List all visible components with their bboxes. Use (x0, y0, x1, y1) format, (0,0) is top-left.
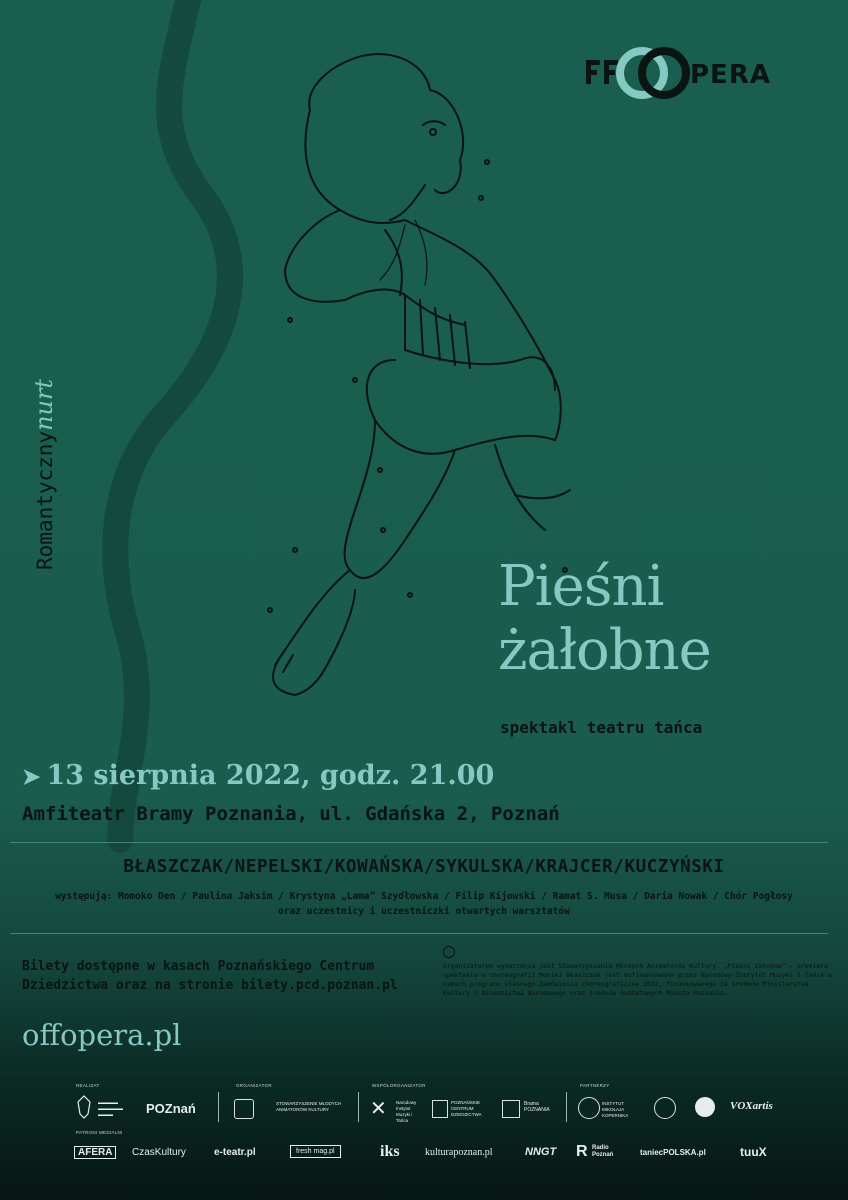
sponsor-brama: Brama POZNANIA (524, 1101, 550, 1113)
event-venue: Amfiteatr Bramy Poznania, ul. Gdańska 2, Poznań (22, 803, 560, 825)
sponsor-kulturapoznan: kulturapoznan.pl (425, 1147, 493, 1158)
sponsor-voxartis: VOXartis (730, 1100, 773, 1112)
tickets-line-1: Bilety dostępne w kasach Poznańskiego Centrum (22, 959, 375, 974)
ministry-emblem-icon (74, 1094, 94, 1120)
sponsor-divider (358, 1092, 359, 1122)
radio-logo-icon: R (576, 1143, 588, 1160)
poster-title (498, 555, 711, 683)
pcd-logo-icon (432, 1100, 448, 1118)
sponsor-ministry: ▬▬▬▬ ▬▬▬▬▬ ▬▬▬ (98, 1100, 123, 1118)
tickets-line-2: Dziedzictwa oraz na stronie bilety.pcd.poznan.pl (22, 978, 398, 993)
brama-logo-icon (502, 1100, 520, 1118)
seal-logo-icon (654, 1097, 676, 1119)
cycle-label-script: nurt (30, 378, 58, 431)
sponsor-institute: INSTYTUT MIKOŁAJA KOPERNIKA (602, 1101, 629, 1118)
institute-logo-icon (578, 1097, 600, 1119)
sponsor-nngt: NNGT (525, 1146, 557, 1158)
sponsor-afera: AFERA (74, 1146, 116, 1159)
sponsor-eteatr: e-teatr.pl (214, 1147, 256, 1158)
sponsor-category-label: PARTNERZY (580, 1083, 610, 1088)
tickets-info (22, 957, 432, 995)
sponsor-tuux: tuuX (740, 1145, 767, 1159)
cast-line-2: oraz uczestnicy i uczestniczki otwartych warsztatów (278, 906, 570, 917)
sponsor-taniec: taniecPOLSKA.pl (640, 1148, 706, 1157)
sponsor-divider (566, 1092, 567, 1122)
sponsor-smak: STOWARZYSZENIE MŁODYCH ANIMATORÓW KULTURY (276, 1101, 342, 1112)
title-line-2: żałobne (498, 618, 711, 683)
creators-list: BŁASZCZAK/NEPELSKI/KOWAŃSKA/SYKULSKA/KRAJCER/KUCZYŃSKI (123, 857, 725, 877)
cast-line-1: występują: Momoko Den / Paulina Jaksim / Krystyna „Lama” Szydłowska / Filip Kijowski / Ramat S. Musa / Daria Nowak / Chór Pogłosy (55, 891, 793, 902)
title-line-1: Pieśni (498, 554, 664, 619)
sponsor-iks: iks (380, 1143, 400, 1160)
cycle-label (30, 379, 58, 570)
leaf-logo-icon (695, 1097, 715, 1117)
smak-logo-icon (234, 1099, 254, 1119)
sponsor-category-label: REALIZAT (76, 1083, 100, 1088)
sponsor-category-label: WSPÓŁORGANIZATOR (372, 1083, 426, 1088)
organizer-fine-print: Organizatorem wydarzenia jest Stowarzyszenie Młodych Animatorów Kultury. „Pieśni żałobne” – premiera spektaklu w choreografii Moniki Błaszczak jest dofinansowana przez Narodowy Instytut Muzyki i Tańca w ramach programu własnego Zamówienia choreograficzne 2022, finansowanego ze środków Ministerstwa Kultury i Dziedzictwa Narodowego oraz środków budżetowych Miasta Poznania. (443, 962, 832, 997)
event-date-text: 13 sierpnia 2022, godz. 21.00 (46, 760, 495, 791)
poster-subtitle: spektakl teatru tańca (500, 718, 703, 737)
sponsor-freshmag: fresh mag.pl (290, 1145, 341, 1158)
sponsor-pcd: POZNAŃSKIE CENTRUM DZIEDZICTWA (451, 1100, 482, 1117)
sponsor-radio: Radio Poznań (592, 1145, 614, 1158)
logo-text: PERA (690, 60, 771, 90)
sponsor-category-label: PATRONI MEDIALNI (76, 1130, 123, 1135)
website-link[interactable]: offopera.pl (22, 1018, 182, 1052)
nimit-logo-icon: ✕ (370, 1098, 387, 1120)
event-date (22, 760, 494, 791)
cast-list (18, 889, 830, 919)
arrow-right-icon: ➤ (22, 764, 41, 790)
sponsor-divider (218, 1092, 219, 1122)
cycle-label-text: Romantyczny (33, 430, 57, 570)
sponsor-poznan: POZnań (146, 1101, 196, 1116)
sponsor-category-label: ORGANIZATOR (236, 1083, 272, 1088)
divider (10, 933, 828, 934)
sponsor-nimit: Narodowy Instytut Muzyki i Tańca (396, 1100, 417, 1123)
divider (10, 842, 828, 843)
info-icon (443, 946, 455, 958)
sponsor-czaskultury: CzasKultury (132, 1147, 186, 1158)
